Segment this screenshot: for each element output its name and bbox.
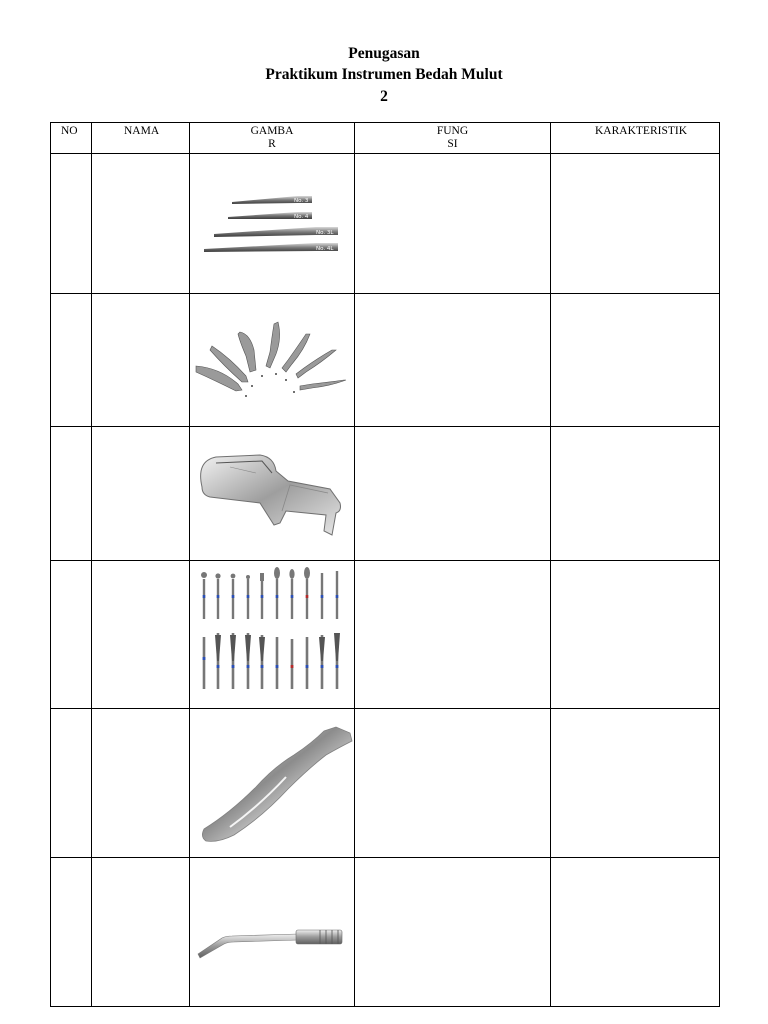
cell-karakteristik[interactable] [551,858,720,1007]
header-gambar [190,123,355,154]
header-fungsi-line1: FUNG [436,125,469,137]
scalpel-handles-icon [190,154,354,293]
periosteal-elevator-icon [190,709,354,857]
table-row [51,858,720,1007]
table-row [51,154,720,294]
cell-no[interactable] [51,561,92,709]
cell-gambar [190,709,355,858]
cell-fungsi[interactable] [355,561,551,709]
assignment-table [50,122,720,1007]
cell-fungsi[interactable] [355,858,551,1007]
table-row [51,709,720,858]
cell-no[interactable] [51,858,92,1007]
cell-gambar [190,858,355,1007]
header-fungsi-line2: SI [447,138,458,150]
table-row [51,427,720,561]
doc-title-line3: 2 [380,88,388,105]
cell-karakteristik[interactable] [551,154,720,294]
doc-title-line1: Penugasan [348,45,420,62]
cell-nama[interactable] [92,427,190,561]
cell-gambar [190,427,355,561]
cell-gambar [190,154,355,294]
handle-label-3: No. 3L [316,230,334,236]
header-nama: NAMA [92,123,190,154]
handle-label-4: No. 4L [316,246,334,252]
cell-nama[interactable] [92,154,190,294]
cell-karakteristik[interactable] [551,561,720,709]
cell-nama[interactable] [92,858,190,1007]
cell-fungsi[interactable] [355,709,551,858]
cell-fungsi[interactable] [355,154,551,294]
header-gambar-line1: GAMBA [250,125,294,137]
handle-label-2: No. 4 [294,214,309,220]
cell-no[interactable] [51,294,92,427]
cell-nama[interactable] [92,709,190,858]
dental-burs-icon [190,561,354,708]
cell-fungsi[interactable] [355,294,551,427]
cell-karakteristik[interactable] [551,709,720,858]
cell-nama[interactable] [92,561,190,709]
header-karakteristik: KARAKTERISTIK [551,123,720,154]
cell-karakteristik[interactable] [551,427,720,561]
cell-no[interactable] [51,154,92,294]
scalpel-blades-icon [190,294,354,426]
cell-no[interactable] [51,709,92,858]
handle-label-1: No. 3 [294,198,309,204]
cell-fungsi[interactable] [355,427,551,561]
header-no: NO [51,123,92,154]
cell-nama[interactable] [92,294,190,427]
doc-title-line2: Praktikum Instrumen Bedah Mulut [265,66,503,83]
header-row [51,123,720,154]
header-fungsi [355,123,551,154]
cell-gambar [190,294,355,427]
table-row [51,561,720,709]
cell-no[interactable] [51,427,92,561]
header-gambar-line2: R [268,138,276,150]
cell-karakteristik[interactable] [551,294,720,427]
suction-tip-icon [190,858,354,1006]
burnisher-plate-icon [190,427,354,560]
cell-gambar [190,561,355,709]
table-row [51,294,720,427]
